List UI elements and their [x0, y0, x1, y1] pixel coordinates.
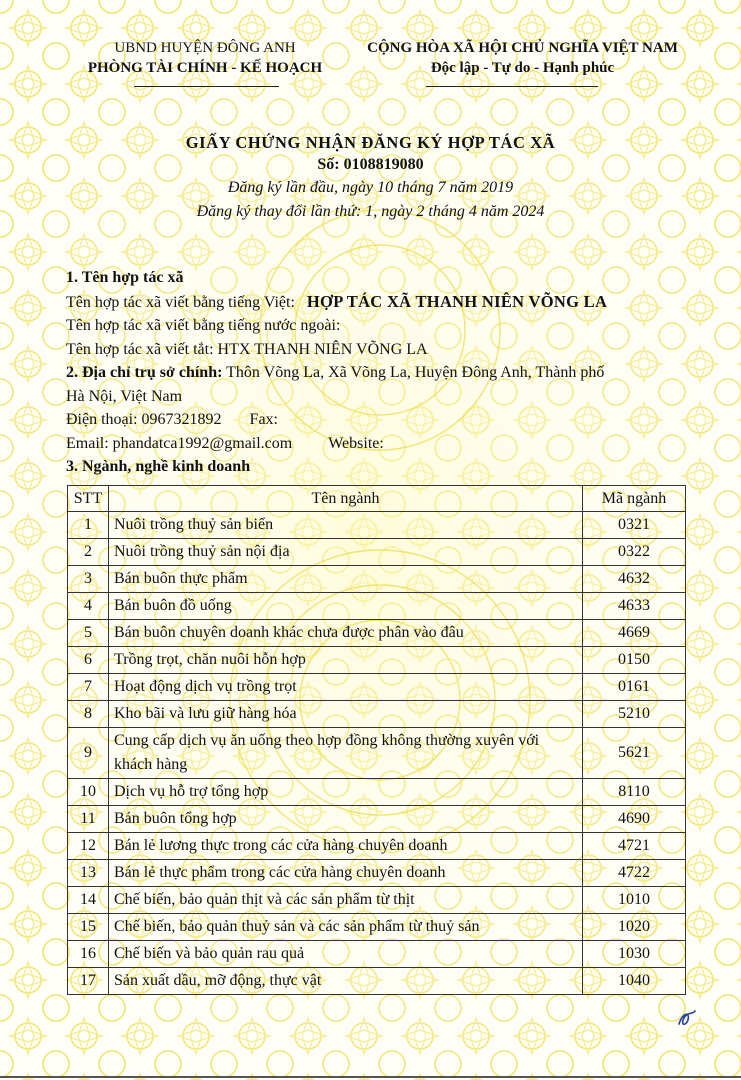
row-name: Kho bãi và lưu giữ hàng hóa [109, 701, 583, 728]
row-stt: 8 [68, 701, 109, 728]
table-row [68, 860, 686, 887]
website: Website: [328, 434, 384, 452]
row-stt: 14 [68, 887, 109, 914]
table-row [68, 914, 686, 941]
business-lines-table [67, 485, 686, 995]
row-name: Chế biến và bảo quản rau quả [109, 941, 583, 968]
row-name: Nuôi trồng thuỷ sản nội địa [109, 539, 583, 566]
change-registration-date: Đăng ký thay đổi lần thứ: 1, ngày 2 tháng 4 năm 2024 [196, 203, 545, 220]
row-name: Bán buôn thực phẩm [109, 566, 583, 593]
row-code: 4632 [583, 566, 686, 593]
row-name: Chế biến, bảo quản thịt và các sản phẩm từ thịt [109, 887, 583, 914]
country-name: CỘNG HÒA XÃ HỘI CHỦ NGHĨA VIỆT NAM [367, 40, 678, 56]
section-3-heading: 3. Ngành, nghề kinh doanh [66, 458, 251, 475]
address-part2: Hà Nội, Việt Nam [66, 387, 183, 405]
certificate-title: GIẤY CHỨNG NHẬN ĐĂNG KÝ HỢP TÁC XÃ [185, 133, 556, 152]
row-name: Sản xuất dầu, mỡ động, thực vật [109, 968, 583, 995]
section-2-heading: 2. Địa chỉ trụ sở chính: [66, 364, 223, 381]
row-code: 0161 [583, 674, 686, 701]
table-row [68, 539, 686, 566]
vn-name-label: Tên hợp tác xã viết bằng tiếng Việt: [66, 293, 295, 311]
row-name: Bán lẻ lương thực trong các cửa hàng chuyên doanh [109, 833, 583, 860]
table-row [68, 779, 686, 806]
initials-signature [676, 1008, 698, 1028]
table-row [68, 941, 686, 968]
row-name: Bán buôn đồ uống [109, 593, 583, 620]
first-registration-date: Đăng ký lần đầu, ngày 10 tháng 7 năm 2019 [227, 179, 514, 196]
table-row [68, 728, 686, 779]
motto-underline [426, 86, 598, 87]
row-stt: 1 [68, 512, 109, 539]
page-bottom-edge [0, 1076, 741, 1078]
cooperative-info [66, 266, 696, 479]
national-motto [350, 38, 695, 78]
finance-office: PHÒNG TÀI CHÍNH - KẾ HOẠCH [87, 60, 323, 76]
row-code: 5621 [583, 728, 686, 779]
row-stt: 2 [68, 539, 109, 566]
table-row [68, 566, 686, 593]
abbr-name-label: Tên hợp tác xã viết tắt: [66, 340, 214, 358]
email: Email: phandatca1992@gmail.com [66, 434, 293, 452]
table-row [68, 968, 686, 995]
row-code: 0322 [583, 539, 686, 566]
certificate-title-block [0, 132, 741, 224]
row-name: Dịch vụ hỗ trợ tổng hợp [109, 779, 583, 806]
row-name: Chế biến, bảo quản thuỷ sản và các sản phẩm từ thuỷ sản [109, 914, 583, 941]
row-stt: 7 [68, 674, 109, 701]
row-name: Cung cấp dịch vụ ăn uống theo hợp đồng không thường xuyên với khách hàng [109, 728, 583, 779]
row-code: 4633 [583, 593, 686, 620]
row-stt: 17 [68, 968, 109, 995]
row-name: Hoạt động dịch vụ trồng trọt [109, 674, 583, 701]
row-code: 1040 [583, 968, 686, 995]
authority-underline [134, 86, 279, 87]
motto: Độc lập - Tự do - Hạnh phúc [430, 60, 615, 76]
row-code: 8110 [583, 779, 686, 806]
table-row [68, 701, 686, 728]
col-stt-header: STT [68, 486, 109, 512]
certificate-number: Số: 0108819080 [317, 156, 424, 173]
row-code: 4669 [583, 620, 686, 647]
row-name: Bán lẻ thực phẩm trong các cửa hàng chuyên doanh [109, 860, 583, 887]
abbr-name-value: HTX THANH NIÊN VÕNG LA [217, 340, 428, 358]
row-stt: 6 [68, 647, 109, 674]
email-website-row [66, 432, 696, 456]
row-stt: 4 [68, 593, 109, 620]
row-stt: 9 [68, 728, 109, 779]
table-row [68, 647, 686, 674]
row-stt: 13 [68, 860, 109, 887]
col-code-header: Mã ngành [583, 486, 686, 512]
row-name: Bán buôn chuyên doanh khác chưa được phân vào đâu [109, 620, 583, 647]
table-row [68, 833, 686, 860]
row-stt: 5 [68, 620, 109, 647]
row-code: 4722 [583, 860, 686, 887]
row-code: 1020 [583, 914, 686, 941]
phone-fax-row [66, 408, 696, 432]
col-name-header: Tên ngành [109, 486, 583, 512]
row-code: 1010 [583, 887, 686, 914]
table-row [68, 674, 686, 701]
abbr-name-row [66, 338, 696, 362]
row-code: 4690 [583, 806, 686, 833]
vn-name-row [66, 290, 696, 315]
fax: Fax: [249, 411, 278, 428]
row-code: 0150 [583, 647, 686, 674]
phone: Điện thoại: 0967321892 [66, 411, 222, 428]
row-code: 0321 [583, 512, 686, 539]
row-name: Bán buôn tổng hợp [109, 806, 583, 833]
address-row [66, 361, 696, 385]
table-row [68, 887, 686, 914]
row-stt: 12 [68, 833, 109, 860]
row-stt: 15 [68, 914, 109, 941]
issuing-authority [80, 38, 330, 78]
foreign-name-label: Tên hợp tác xã viết bằng tiếng nước ngoài: [66, 317, 341, 334]
district-committee: UBND HUYỆN ĐÔNG ANH [114, 40, 296, 56]
row-stt: 11 [68, 806, 109, 833]
table-row [68, 593, 686, 620]
vn-name-value: HỢP TÁC XÃ THANH NIÊN VÕNG LA [306, 291, 608, 311]
row-name: Trồng trọt, chăn nuôi hỗn hợp [109, 647, 583, 674]
table-row [68, 620, 686, 647]
address-part1: Thôn Võng La, Xã Võng La, Huyện Đông Anh, Thành phố [226, 364, 605, 381]
section-1-heading: 1. Tên hợp tác xã [66, 269, 184, 286]
row-name: Nuôi trồng thuỷ sản biển [109, 512, 583, 539]
row-stt: 3 [68, 566, 109, 593]
row-stt: 16 [68, 941, 109, 968]
table-header-row [68, 486, 686, 512]
table-row [68, 512, 686, 539]
row-stt: 10 [68, 779, 109, 806]
row-code: 5210 [583, 701, 686, 728]
table-row [68, 806, 686, 833]
row-code: 4721 [583, 833, 686, 860]
row-code: 1030 [583, 941, 686, 968]
